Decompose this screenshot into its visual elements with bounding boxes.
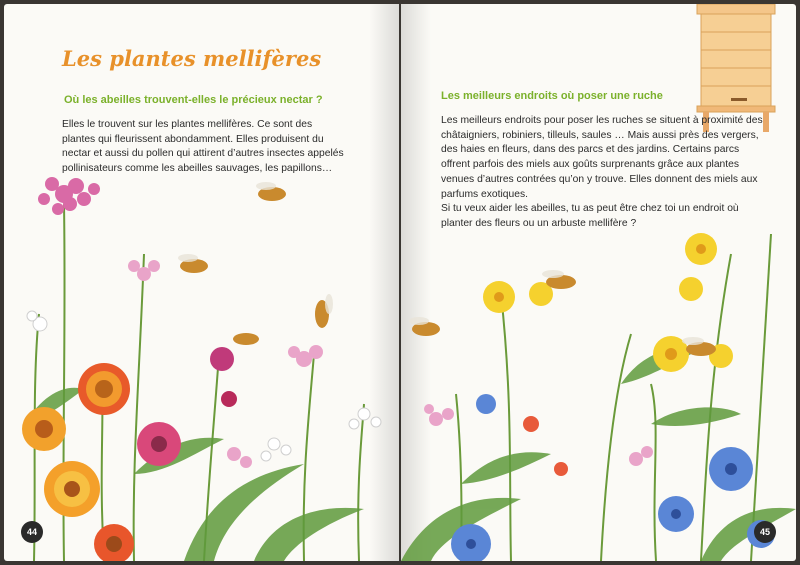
right-paragraph-2: Si tu veux aider les abeilles, tu as peut être chez toi un endroit où planter des fleurs ou un arbuste mellifère ?: [441, 203, 739, 229]
beehive-illustration: [697, 4, 775, 132]
wildflower-meadow-illustration: [4, 4, 399, 561]
right-subtitle: Les meilleurs endroits où poser une ruche: [441, 90, 663, 102]
right-paragraph-1: Les meilleurs endroits pour poser les ruches se situent à proximité des châtaigniers, robiniers, tilleuls, saules … Mais aussi près des vergers, des haies en fleurs, dans des parcs et des jardins. Certains parcs offrent parfois des miels aux goûts surprenants grâce aux plantes venues d’autres contrées qu’on y trouve. Elles donnent des miels aux parfums exotiques.: [441, 115, 763, 200]
right-page: [401, 4, 796, 561]
left-page: [4, 4, 399, 561]
left-subtitle: Où les abeilles trouvent-elles le précieux nectar ?: [64, 94, 323, 106]
page-title: Les plantes mellifères: [62, 46, 322, 71]
page-number: 44: [21, 521, 43, 543]
left-paragraph: Elles le trouvent sur les plantes mellifères. Ce sont des plantes qui fleurissent abondamment. Elles produisent du nectar et aussi du pollen qui attirent d’autres insectes appelés pollinisateurs comme les abeilles sauvages, les papillons…: [62, 119, 344, 175]
book-spread: [4, 4, 796, 561]
bee-illustration: [178, 182, 333, 345]
page-number: 45: [754, 521, 776, 543]
